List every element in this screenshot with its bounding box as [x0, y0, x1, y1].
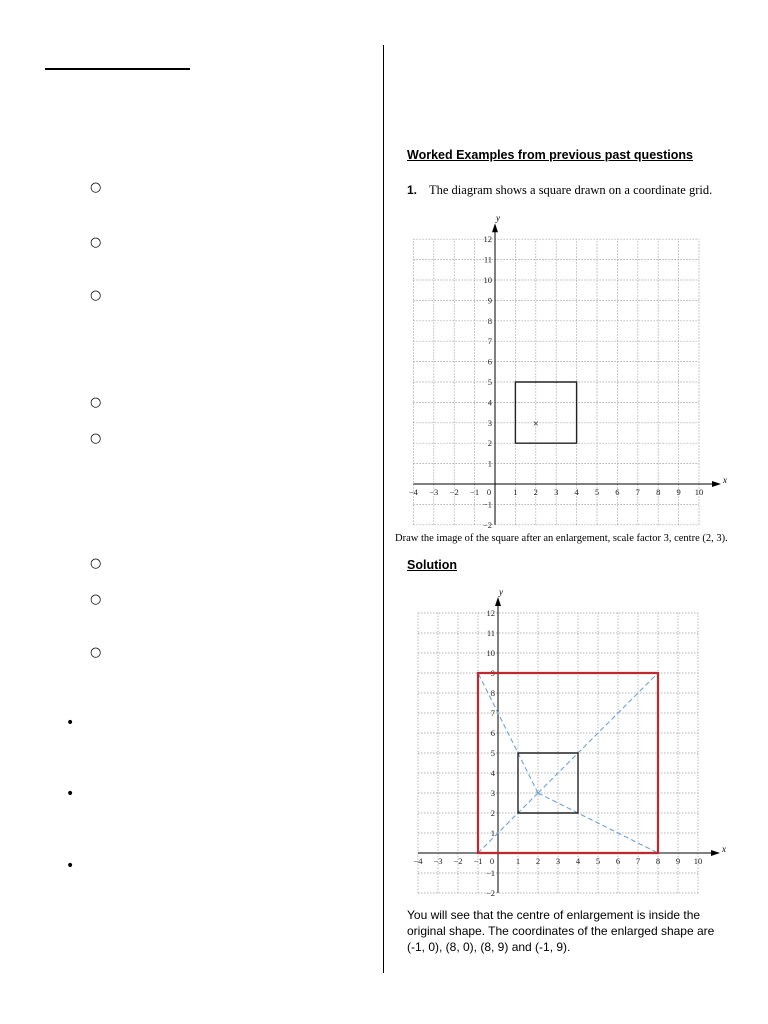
x-tick-label: 8	[655, 856, 661, 866]
enlargement-ray	[478, 793, 538, 853]
sub-bullet: ○	[90, 556, 102, 571]
y-tick-label: −2	[482, 519, 492, 528]
x-tick-label: 1	[515, 856, 521, 866]
centre-of-enlargement-marker: ×	[532, 417, 539, 430]
y-tick-label: 10	[486, 648, 495, 658]
x-tick-label: 3	[555, 856, 561, 866]
y-tick-label: 7	[487, 336, 492, 347]
x-tick-label: 2	[533, 487, 538, 497]
sub-bullet: ○	[90, 395, 102, 410]
y-tick-label: 6	[487, 356, 492, 367]
main-bullet: •	[66, 715, 75, 731]
sub-bullet: ○	[90, 288, 102, 303]
x-tick-label: 7	[635, 487, 640, 497]
x-axis-label: x	[722, 844, 726, 854]
y-tick-label: −1	[485, 868, 495, 878]
y-axis-arrow	[495, 597, 501, 606]
centre-of-enlargement-marker: ×	[534, 788, 542, 800]
question-coordinate-grid	[395, 200, 730, 528]
x-tick-label: 2	[535, 856, 541, 866]
solution-label: Solution	[407, 558, 457, 572]
y-tick-label: 8	[487, 315, 492, 326]
solution-coordinate-grid	[408, 583, 730, 901]
x-tick-label: 6	[615, 487, 620, 497]
x-tick-label: −2	[449, 487, 459, 497]
y-tick-label: 12	[486, 608, 495, 618]
sub-bullet: ○	[90, 592, 102, 607]
sub-bullet: ○	[90, 645, 102, 660]
x-tick-label: 5	[594, 487, 600, 497]
x-tick-label: 1	[513, 487, 518, 497]
question-instruction: Draw the image of the square after an enlargement, scale factor 3, centre (2, 3).	[395, 533, 728, 544]
original-square	[515, 382, 576, 443]
x-tick-label: −3	[429, 487, 439, 497]
x-tick-label: 5	[595, 856, 601, 866]
y-tick-label: 7	[490, 708, 495, 718]
x-tick-label: −3	[433, 856, 443, 866]
y-tick-label: 2	[487, 438, 492, 449]
x-tick-label: 8	[656, 487, 661, 497]
sub-bullet: ○	[90, 180, 102, 195]
x-tick-label: −1	[470, 487, 480, 497]
x-tick-label: 10	[694, 487, 704, 497]
x-tick-label: 4	[575, 856, 581, 866]
x-tick-label: −4	[413, 856, 423, 866]
x-tick-label: −1	[473, 856, 483, 866]
column-divider	[383, 45, 384, 973]
x-tick-label: 4	[574, 487, 579, 497]
x-tick-label: −4	[408, 487, 418, 497]
y-tick-label: 3	[490, 788, 495, 798]
y-tick-label: 5	[487, 377, 492, 387]
x-tick-label: 9	[675, 856, 681, 866]
x-tick-label: 10	[693, 856, 703, 866]
section-heading: Worked Examples from previous past questions	[407, 148, 693, 162]
x-axis-arrow	[712, 481, 721, 487]
y-tick-label: 1	[487, 458, 492, 469]
x-tick-label: 6	[615, 856, 621, 866]
y-tick-label: 9	[487, 295, 492, 306]
y-tick-label: 12	[483, 234, 492, 245]
y-tick-label: 4	[490, 768, 495, 778]
y-tick-label: −2	[485, 888, 495, 898]
y-tick-label: 4	[487, 397, 492, 408]
solution-explanation: You will see that the centre of enlargement is inside the original shape. The coordinates of the enlarged shape are (-1, 0), (8, 0), (8, 9) and (-1, 9).	[407, 908, 715, 954]
y-tick-label: −1	[482, 499, 492, 510]
x-axis-label: x	[723, 475, 727, 485]
y-axis-arrow	[492, 223, 498, 232]
y-axis-label: y	[496, 213, 500, 224]
y-tick-label: 11	[483, 254, 492, 265]
y-tick-label: 9	[490, 668, 495, 678]
question-text: The diagram shows a square drawn on a coordinate grid.	[429, 183, 713, 197]
sub-bullet: ○	[90, 431, 102, 446]
y-tick-label: 8	[490, 688, 495, 698]
y-tick-label: 1	[490, 828, 495, 838]
y-tick-label: 11	[486, 628, 495, 638]
y-axis-label: y	[499, 587, 503, 597]
main-bullet: •	[66, 858, 75, 874]
main-bullet: •	[66, 786, 75, 802]
x-tick-label: 0	[486, 487, 492, 497]
y-tick-label: 5	[490, 748, 495, 758]
x-tick-label: −2	[453, 856, 463, 866]
x-axis-arrow	[711, 850, 720, 856]
y-tick-label: 6	[490, 728, 495, 738]
x-tick-label: 7	[635, 856, 641, 866]
sub-bullet: ○	[90, 235, 102, 250]
x-tick-label: 3	[554, 487, 559, 497]
x-tick-label: 0	[489, 856, 495, 866]
x-tick-label: 9	[676, 487, 681, 497]
y-tick-label: 2	[490, 808, 495, 818]
title-underline	[45, 68, 190, 70]
question-number: 1.	[407, 183, 418, 197]
y-tick-label: 3	[487, 417, 492, 428]
y-tick-label: 10	[483, 275, 492, 285]
